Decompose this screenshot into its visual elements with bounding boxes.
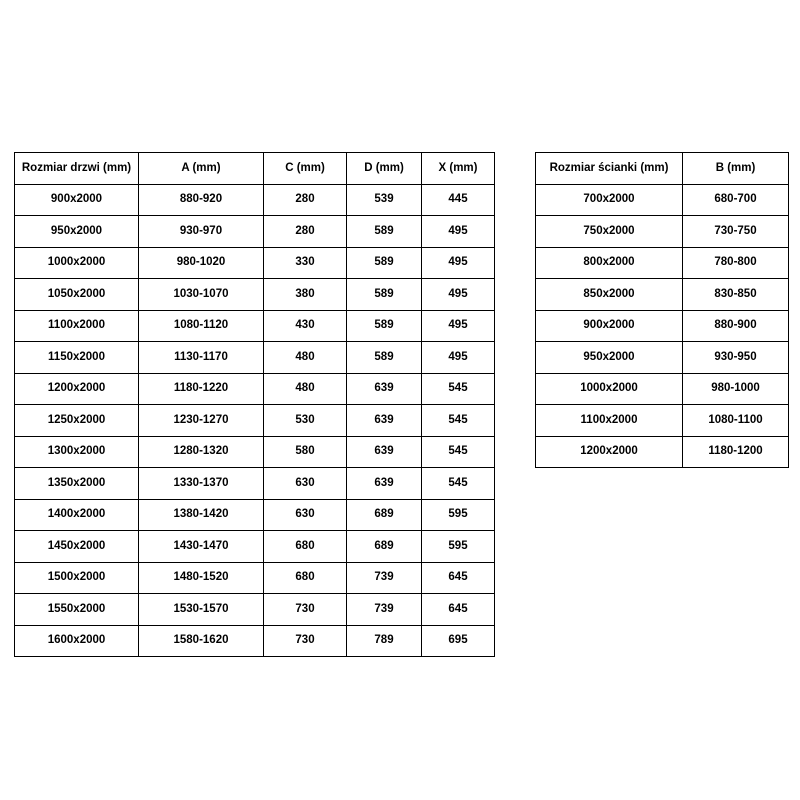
cell-x: 445 xyxy=(422,184,495,216)
cell-b: 680-700 xyxy=(683,184,789,216)
cell-x: 595 xyxy=(422,499,495,531)
cell-size: 1550x2000 xyxy=(15,594,139,626)
cell-x: 645 xyxy=(422,594,495,626)
cell-c: 330 xyxy=(264,247,347,279)
cell-c: 580 xyxy=(264,436,347,468)
doors-header-cell: X (mm) xyxy=(422,153,495,185)
table-row xyxy=(15,562,495,594)
cell-d: 539 xyxy=(347,184,422,216)
table-row xyxy=(536,279,789,311)
cell-c: 480 xyxy=(264,342,347,374)
table-row xyxy=(15,342,495,374)
cell-size: 1000x2000 xyxy=(536,373,683,405)
cell-size: 1200x2000 xyxy=(15,373,139,405)
cell-a: 1430-1470 xyxy=(139,531,264,563)
cell-size: 1500x2000 xyxy=(15,562,139,594)
cell-x: 495 xyxy=(422,247,495,279)
cell-a: 1280-1320 xyxy=(139,436,264,468)
cell-b: 1180-1200 xyxy=(683,436,789,468)
table-row xyxy=(15,216,495,248)
table-row xyxy=(15,405,495,437)
cell-x: 495 xyxy=(422,342,495,374)
cell-d: 589 xyxy=(347,310,422,342)
cell-b: 830-850 xyxy=(683,279,789,311)
cell-d: 639 xyxy=(347,373,422,405)
cell-x: 495 xyxy=(422,279,495,311)
cell-size: 1600x2000 xyxy=(15,625,139,657)
wall-header-cell: B (mm) xyxy=(683,153,789,185)
cell-x: 495 xyxy=(422,310,495,342)
table-row xyxy=(15,247,495,279)
doors-table-head xyxy=(15,153,495,185)
cell-size: 700x2000 xyxy=(536,184,683,216)
table-row xyxy=(536,342,789,374)
cell-d: 789 xyxy=(347,625,422,657)
cell-a: 1480-1520 xyxy=(139,562,264,594)
doors-header-cell: A (mm) xyxy=(139,153,264,185)
cell-a: 1030-1070 xyxy=(139,279,264,311)
cell-c: 280 xyxy=(264,184,347,216)
wall-table-head xyxy=(536,153,789,185)
cell-d: 589 xyxy=(347,247,422,279)
cell-x: 695 xyxy=(422,625,495,657)
cell-c: 680 xyxy=(264,531,347,563)
cell-x: 595 xyxy=(422,531,495,563)
cell-a: 880-920 xyxy=(139,184,264,216)
table-row xyxy=(536,373,789,405)
table-row xyxy=(15,279,495,311)
table-row xyxy=(15,468,495,500)
table-row xyxy=(536,310,789,342)
cell-a: 1580-1620 xyxy=(139,625,264,657)
cell-d: 639 xyxy=(347,468,422,500)
table-row xyxy=(536,247,789,279)
cell-size: 1450x2000 xyxy=(15,531,139,563)
table-row xyxy=(536,184,789,216)
doors-header-cell: Rozmiar drzwi (mm) xyxy=(15,153,139,185)
cell-size: 1300x2000 xyxy=(15,436,139,468)
cell-a: 1230-1270 xyxy=(139,405,264,437)
cell-size: 950x2000 xyxy=(536,342,683,374)
doors-header-cell: D (mm) xyxy=(347,153,422,185)
table-row xyxy=(536,405,789,437)
table-row xyxy=(15,373,495,405)
cell-a: 1530-1570 xyxy=(139,594,264,626)
cell-x: 495 xyxy=(422,216,495,248)
cell-size: 900x2000 xyxy=(15,184,139,216)
cell-size: 750x2000 xyxy=(536,216,683,248)
cell-x: 545 xyxy=(422,405,495,437)
cell-size: 850x2000 xyxy=(536,279,683,311)
cell-d: 639 xyxy=(347,436,422,468)
doors-table-body xyxy=(15,184,495,657)
cell-a: 1330-1370 xyxy=(139,468,264,500)
table-row xyxy=(15,310,495,342)
cell-c: 530 xyxy=(264,405,347,437)
cell-a: 1130-1170 xyxy=(139,342,264,374)
table-row xyxy=(536,436,789,468)
cell-c: 380 xyxy=(264,279,347,311)
cell-size: 1350x2000 xyxy=(15,468,139,500)
cell-size: 1200x2000 xyxy=(536,436,683,468)
cell-a: 1180-1220 xyxy=(139,373,264,405)
cell-b: 980-1000 xyxy=(683,373,789,405)
cell-b: 780-800 xyxy=(683,247,789,279)
cell-c: 630 xyxy=(264,468,347,500)
cell-a: 1380-1420 xyxy=(139,499,264,531)
cell-b: 730-750 xyxy=(683,216,789,248)
cell-c: 730 xyxy=(264,625,347,657)
cell-d: 589 xyxy=(347,216,422,248)
wall-size-table xyxy=(535,152,789,468)
doors-size-table xyxy=(14,152,495,657)
cell-d: 589 xyxy=(347,342,422,374)
cell-size: 1100x2000 xyxy=(15,310,139,342)
cell-d: 739 xyxy=(347,594,422,626)
wall-header-cell: Rozmiar ścianki (mm) xyxy=(536,153,683,185)
doors-table-header-row xyxy=(15,153,495,185)
cell-d: 689 xyxy=(347,531,422,563)
cell-size: 1150x2000 xyxy=(15,342,139,374)
table-row xyxy=(15,436,495,468)
cell-x: 545 xyxy=(422,436,495,468)
cell-c: 730 xyxy=(264,594,347,626)
cell-size: 1400x2000 xyxy=(15,499,139,531)
table-row xyxy=(15,184,495,216)
table-row xyxy=(15,625,495,657)
cell-size: 900x2000 xyxy=(536,310,683,342)
cell-x: 545 xyxy=(422,373,495,405)
cell-d: 689 xyxy=(347,499,422,531)
cell-d: 739 xyxy=(347,562,422,594)
wall-table-header-row xyxy=(536,153,789,185)
cell-size: 1250x2000 xyxy=(15,405,139,437)
cell-b: 880-900 xyxy=(683,310,789,342)
cell-d: 589 xyxy=(347,279,422,311)
cell-b: 1080-1100 xyxy=(683,405,789,437)
table-row xyxy=(15,531,495,563)
cell-size: 1100x2000 xyxy=(536,405,683,437)
cell-c: 280 xyxy=(264,216,347,248)
cell-size: 800x2000 xyxy=(536,247,683,279)
cell-x: 645 xyxy=(422,562,495,594)
cell-c: 630 xyxy=(264,499,347,531)
cell-d: 639 xyxy=(347,405,422,437)
doors-header-cell: C (mm) xyxy=(264,153,347,185)
wall-table-body xyxy=(536,184,789,468)
cell-size: 1050x2000 xyxy=(15,279,139,311)
cell-a: 930-970 xyxy=(139,216,264,248)
cell-x: 545 xyxy=(422,468,495,500)
table-row xyxy=(15,594,495,626)
cell-b: 930-950 xyxy=(683,342,789,374)
cell-size: 1000x2000 xyxy=(15,247,139,279)
cell-c: 430 xyxy=(264,310,347,342)
cell-a: 1080-1120 xyxy=(139,310,264,342)
table-row xyxy=(15,499,495,531)
cell-c: 680 xyxy=(264,562,347,594)
cell-a: 980-1020 xyxy=(139,247,264,279)
cell-size: 950x2000 xyxy=(15,216,139,248)
cell-c: 480 xyxy=(264,373,347,405)
table-row xyxy=(536,216,789,248)
